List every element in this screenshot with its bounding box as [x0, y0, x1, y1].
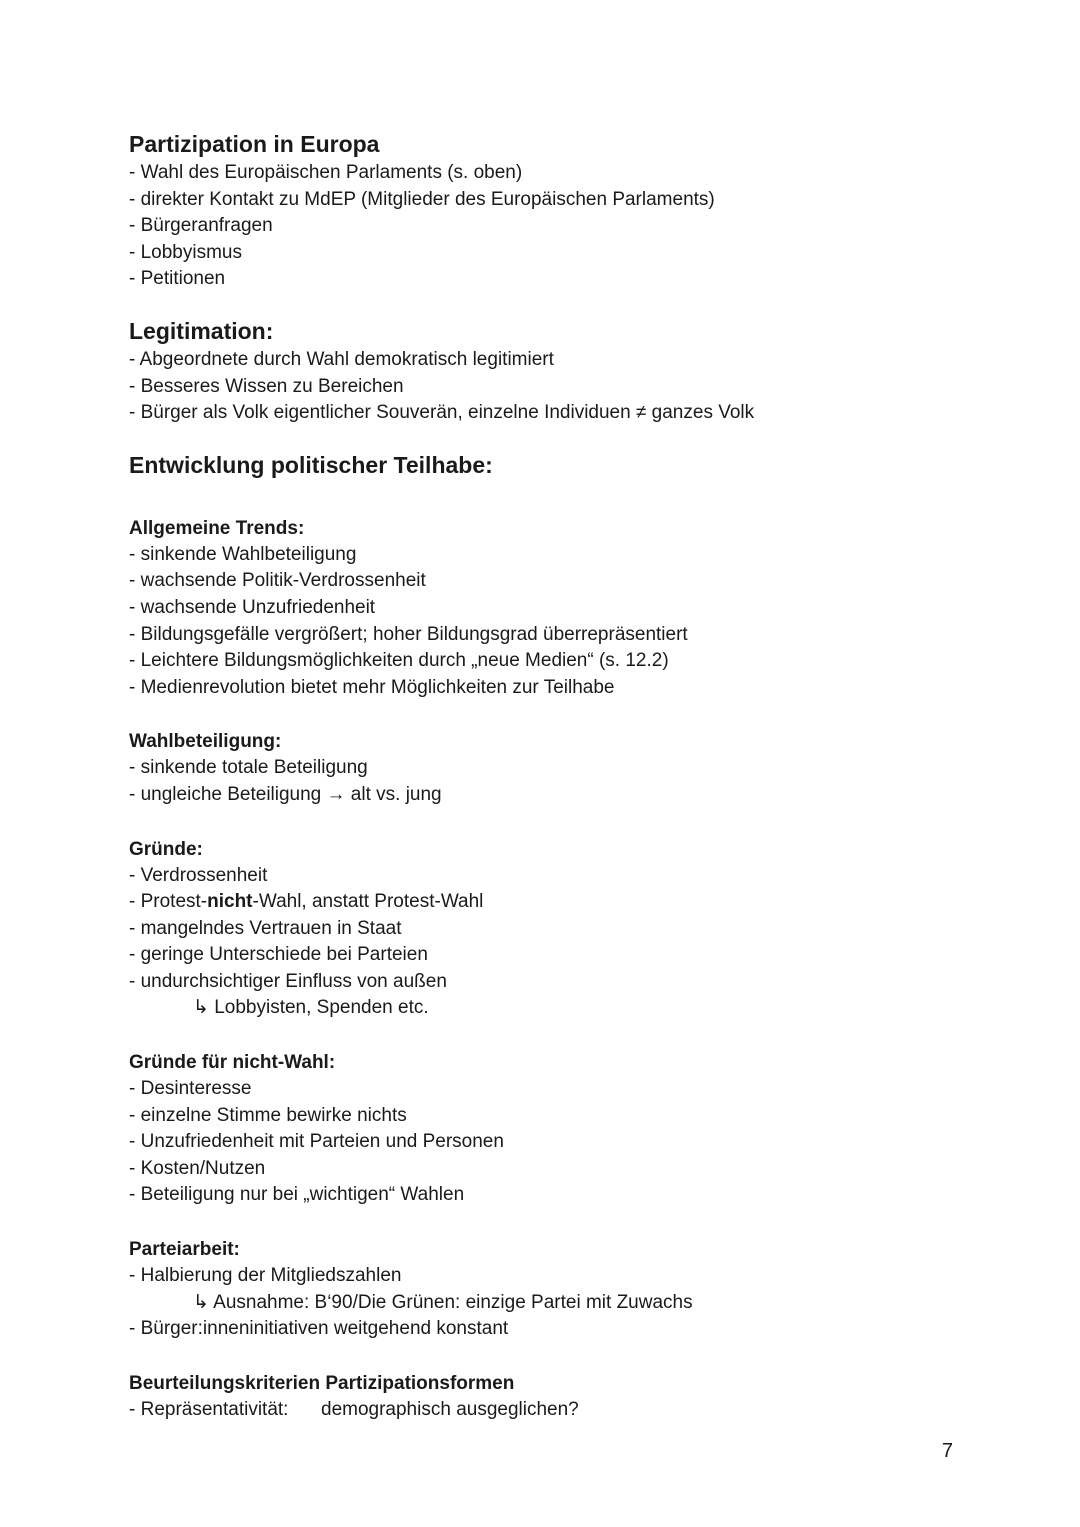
list-item: - Medienrevolution bietet mehr Möglichkeiten zur Teilhabe [129, 676, 615, 698]
sub-list-item: ↳ Ausnahme: B‘90/Die Grünen: einzige Partei mit Zuwachs [193, 1291, 693, 1313]
list-item: - wachsende Politik-Verdrossenheit [129, 570, 426, 592]
heading-entwicklung: Entwicklung politischer Teilhabe: [129, 451, 493, 478]
list-item [129, 1397, 1009, 1424]
document-page [129, 128, 1009, 1423]
list-item: - einzelne Stimme bewirke nichts [129, 1104, 407, 1126]
section-trends [129, 515, 1009, 702]
page-number: 7 [941, 1440, 953, 1462]
heading-trends: Allgemeine Trends: [129, 517, 305, 539]
list-item: - Beteiligung nur bei „wichtigen“ Wahlen [129, 1184, 465, 1206]
spacer [129, 1022, 1009, 1049]
list-item: - sinkende Wahlbeteiligung [129, 543, 357, 565]
list-item: - sinkende totale Beteiligung [129, 757, 368, 779]
list-item: - geringe Unterschiede bei Parteien [129, 944, 428, 966]
spacer [129, 293, 1009, 315]
list-item: - Abgeordnete durch Wahl demokratisch legitimiert [129, 348, 554, 370]
criterion-value: demographisch ausgeglichen? [321, 1398, 579, 1420]
list-item-text: -Wahl, anstatt Protest-Wahl [252, 891, 484, 913]
list-item: - Desinteresse [129, 1078, 252, 1100]
list-item: - wachsende Unzufriedenheit [129, 596, 376, 618]
criterion-label: - Repräsentativität: [129, 1398, 289, 1420]
list-item: - Leichtere Bildungsmöglichkeiten durch „neue Medien“ (s. 12.2) [129, 650, 669, 672]
heading-wahlbeteiligung: Wahlbeteiligung: [129, 731, 282, 753]
emphasis-text: nicht [207, 891, 253, 913]
list-item: - mangelndes Vertrauen in Staat [129, 917, 402, 939]
list-item: - Bildungsgefälle vergrößert; hoher Bildungsgrad überrepräsentiert [129, 623, 688, 645]
spacer [129, 427, 1009, 449]
section-nichtwahl [129, 1049, 1009, 1209]
heading-parteiarbeit: Parteiarbeit: [129, 1239, 240, 1261]
list-item: - Bürgeranfragen [129, 215, 273, 237]
list-item: - direkter Kontakt zu MdEP (Mitglieder des Europäischen Parlaments) [129, 188, 715, 210]
heading-legitimation: Legitimation: [129, 317, 274, 344]
spacer [129, 701, 1009, 728]
spacer [129, 481, 1009, 515]
list-item: - Lobbyismus [129, 241, 242, 263]
section-wahlbeteiligung [129, 728, 1009, 808]
list-item [129, 889, 1009, 916]
heading-beurteilung: Beurteilungskriterien Partizipationsformen [129, 1372, 515, 1394]
spacer [129, 1209, 1009, 1236]
list-item: - Besseres Wissen zu Bereichen [129, 375, 404, 397]
sub-list-item: ↳ Lobbyisten, Spenden etc. [193, 997, 429, 1019]
list-item: - ungleiche Beteiligung → alt vs. jung [129, 783, 442, 805]
list-item: - Wahl des Europäischen Parlaments (s. oben) [129, 162, 523, 183]
list-item: - Bürger als Volk eigentlicher Souverän, einzelne Individuen ≠ ganzes Volk [129, 402, 755, 424]
section-partizipation [129, 128, 1009, 293]
spacer [129, 1343, 1009, 1370]
list-item: - Kosten/Nutzen [129, 1157, 266, 1179]
list-item: - undurchsichtiger Einfluss von außen [129, 970, 447, 992]
section-gruende [129, 836, 1009, 1023]
section-legitimation [129, 315, 1009, 427]
list-item: - Halbierung der Mitgliedszahlen [129, 1265, 402, 1287]
list-item: - Bürger:inneninitiativen weitgehend konstant [129, 1318, 509, 1340]
list-item: - Unzufriedenheit mit Parteien und Personen [129, 1131, 504, 1153]
heading-nichtwahl: Gründe für nicht-Wahl: [129, 1052, 336, 1074]
list-item: - Petitionen [129, 268, 226, 290]
section-beurteilung [129, 1370, 1009, 1424]
list-item: - Verdrossenheit [129, 864, 268, 886]
heading-partizipation: Partizipation in Europa [129, 131, 380, 157]
section-parteiarbeit [129, 1236, 1009, 1343]
list-item-text: - Protest- [129, 891, 208, 913]
heading-gruende: Gründe: [129, 838, 203, 860]
spacer [129, 809, 1009, 836]
